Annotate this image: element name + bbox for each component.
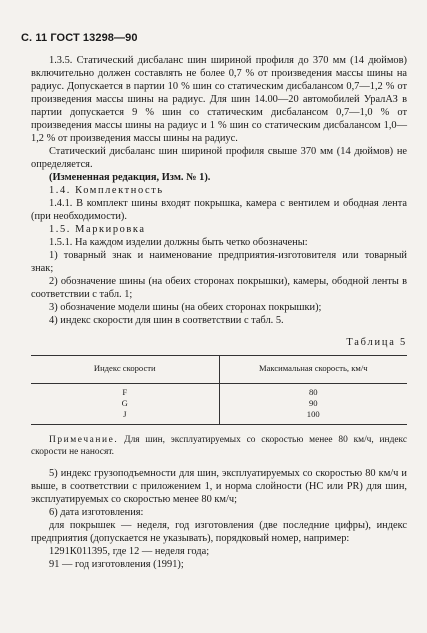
table-cell-speed: 100 [219, 409, 407, 425]
list-item: 1291К011395, где 12 — неделя года; [49, 546, 210, 557]
section-heading-1-4: 1.4. Комплектность [49, 185, 164, 196]
paragraph-1-4-1: 1.4.1. В комплект шины входят покрышка, камера с вентилем и ободная лента (при необходимости). [31, 198, 407, 222]
table-cell-index: G [31, 398, 219, 409]
amendment-note: (Измененная редакция, Изм. № 1). [49, 172, 211, 183]
list-item: 91 — год изготовления (1991); [49, 559, 184, 570]
table-row [31, 409, 407, 425]
page-body [31, 54, 407, 571]
paragraph-1-3-5: 1.3.5. Статический дисбаланс шин шириной профиля до 370 мм (14 дюймов) включительно должен составлять не более 0,7 % от произведения массы шины на радиус. Допускается в партии 10 % шин со статическим дисбалансом 0,7—1,2 % от произведения массы шины на радиус. Для шин 14.00—20 автомобилей УралАЗ в партии допускается 9 % шин со статическим дисбалансом 0,7—1,0 % от произведения массы шины на радиус и 1 % шин со статическим дисбалансом 1,0—1,2 % от произведения массы шины на радиус. [31, 55, 407, 144]
paragraph-1-5-1: 1.5.1. На каждом изделии должны быть четко обозначены: [49, 237, 308, 248]
section-heading-1-5: 1.5. Маркировка [49, 224, 146, 235]
table-cell-speed: 90 [308, 398, 318, 408]
table-row [31, 398, 407, 409]
table-note [31, 434, 407, 458]
list-item: 4) индекс скорости для шин в соответствии с табл. 5. [49, 315, 284, 326]
table-row [31, 384, 407, 399]
table-header-index: Индекс скорости [31, 356, 219, 384]
note-text: Для шин, эксплуатируемых со скоростью менее 80 км/ч, индекс скорости не наносят. [31, 435, 407, 457]
table-cell-index: F [31, 384, 219, 399]
speed-index-table [31, 355, 407, 425]
table-header-speed: Максимальная скорость, км/ч [219, 356, 407, 384]
page-header: С. 11 ГОСТ 13298—90 [21, 32, 138, 44]
list-item: 2) обозначение шины (на обеих сторонах покрышки), камеры, ободной ленты в соответствии с табл. 1; [31, 276, 407, 300]
note-label: Примечание. [49, 435, 119, 445]
list-item: 1) товарный знак и наименование предприятия-изготовителя или товарный знак; [31, 250, 407, 274]
list-item: для покрышек — неделя, год изготовления (две последние цифры), индекс предприятия (допускается не указывать), порядковый номер, например: [31, 520, 407, 544]
paragraph-dispbalance-wide: Статический дисбаланс шин шириной профиля свыше 370 мм (14 дюймов) не определяется. [31, 146, 407, 170]
list-item: 3) обозначение модели шины (на обеих сторонах покрышки); [49, 302, 322, 313]
table-cell-index: J [31, 409, 219, 425]
list-item: 6) дата изготовления: [49, 507, 144, 518]
list-item: 5) индекс грузоподъемности для шин, эксплуатируемых со скоростью 80 км/ч и выше, в соответствии с приложением 1, и норма слойности (НС или PR) для шин, эксплуатируемых со скоростью менее 80 км/ч; [31, 468, 407, 505]
table-caption: Таблица 5 [346, 337, 407, 348]
table-cell-speed: 80 [308, 387, 318, 397]
